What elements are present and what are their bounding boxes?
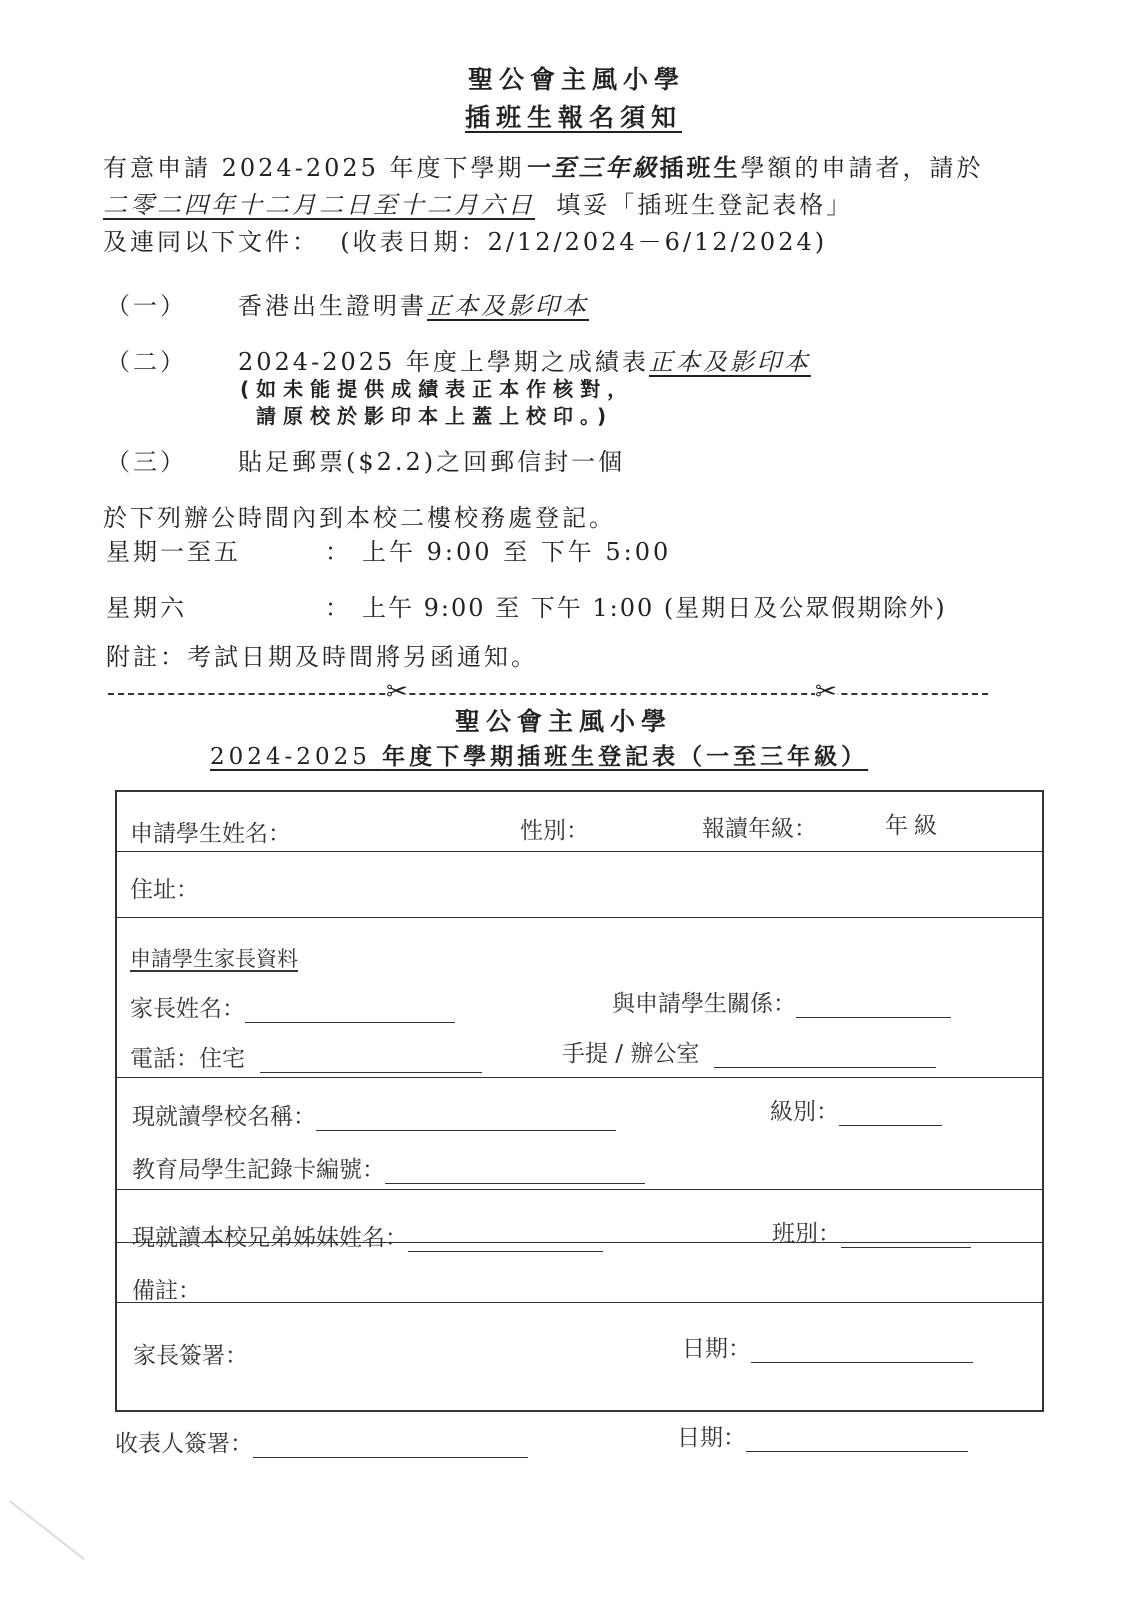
item-3-num: （三） — [106, 448, 187, 476]
intro-docs: 及連同以下文件： — [103, 228, 319, 256]
intro-post: 學額的申請者，請於 — [740, 154, 984, 182]
office-intro: 於下列辦公時間內到本校二樓校務處登記。 — [103, 504, 616, 532]
intro-line-3 — [103, 222, 827, 257]
phone-mobile-field — [562, 1035, 936, 1068]
item-2-text: 2024-2025 年度上學期之成績表 — [238, 348, 649, 376]
item-1-num: （一） — [106, 292, 187, 320]
remark: 附註：考試日期及時間將另函通知。 — [106, 643, 538, 671]
relationship-blank[interactable] — [796, 995, 951, 1018]
parent-signature-label: 家長簽署： — [133, 1343, 248, 1369]
item-2-note-2: 請原校於影印本上蓋上校印。) — [256, 404, 614, 428]
class-level-field — [770, 1093, 942, 1126]
address-label: 住址： — [130, 877, 199, 903]
intro-line-2 — [103, 185, 853, 220]
grade-unit-label: 年級 — [885, 813, 943, 839]
phone-home-field — [130, 1040, 482, 1073]
parent-name-field — [130, 990, 455, 1023]
gender-label: 性別： — [520, 818, 589, 844]
phone-mobile-blank[interactable] — [714, 1045, 936, 1068]
scissors-icon: ✂ — [815, 677, 837, 707]
phone-mobile-label: 手提 / 辦公室 — [562, 1041, 700, 1067]
receiver-date-field — [677, 1419, 968, 1452]
hours-2-day: 星期六 — [106, 594, 187, 622]
class-level-label: 級別： — [770, 1099, 839, 1125]
item-2-emph: 正本及影印本 — [648, 348, 811, 376]
parent-name-label: 家長姓名： — [130, 996, 245, 1022]
current-school-field — [132, 1098, 616, 1131]
sibling-class-blank[interactable] — [841, 1225, 971, 1248]
sibling-name-blank[interactable] — [408, 1229, 603, 1252]
hours-2-colon: ： — [325, 594, 352, 622]
form-date-label: 日期： — [682, 1336, 751, 1362]
form-date-field — [682, 1330, 973, 1363]
form-divider — [115, 851, 1044, 852]
notice-title: 插班生報名須知 — [465, 103, 683, 132]
form-date-blank[interactable] — [751, 1340, 973, 1363]
hours-1-day: 星期一至五 — [106, 538, 241, 566]
remarks-label: 備註： — [132, 1278, 201, 1304]
receiver-date-label: 日期： — [677, 1425, 746, 1451]
current-school-label: 現就讀學校名稱： — [132, 1104, 316, 1130]
item-1-text: 香港出生證明書 — [238, 292, 427, 320]
phone-home-label: 電話：住宅 — [130, 1046, 245, 1072]
sibling-class-field — [772, 1215, 971, 1248]
item-1-emph: 正本及影印本 — [427, 292, 589, 320]
scan-mark — [9, 1500, 85, 1560]
form-divider — [115, 917, 1044, 918]
sibling-name-label: 現就讀本校兄弟姊妹姓名： — [132, 1225, 408, 1251]
parent-name-blank[interactable] — [245, 1000, 455, 1023]
form-school-name: 聖公會主風小學 — [455, 707, 673, 736]
item-2-note-1: (如未能提供成績表正本作核對， — [240, 377, 635, 401]
form-divider — [115, 1077, 1044, 1078]
intro-pre: 有意申請 2024-2025 年度下學期 — [103, 154, 525, 182]
sibling-name-field — [132, 1219, 603, 1252]
receiver-signature-blank[interactable] — [253, 1435, 528, 1458]
edb-number-field — [132, 1151, 645, 1184]
student-name-label: 申請學生姓名： — [130, 821, 291, 847]
item-2 — [238, 342, 811, 377]
form-title — [210, 738, 868, 771]
hours-1-time: 上午 9:00 至 下午 5:00 — [362, 538, 672, 566]
edb-number-blank[interactable] — [385, 1161, 645, 1184]
intro-fill: 填妥「插班生登記表格」 — [556, 191, 854, 219]
scissors-icon: ✂ — [386, 677, 408, 707]
receiver-signature-label: 收表人簽署： — [115, 1431, 253, 1457]
relationship-label: 與申請學生關係： — [612, 991, 796, 1017]
grade-applied-label: 報讀年級： — [702, 816, 817, 842]
current-school-blank[interactable] — [316, 1108, 616, 1131]
hours-1-colon: ： — [325, 538, 352, 566]
intro-grades: 一至三年級 — [524, 153, 660, 182]
phone-home-blank[interactable] — [260, 1050, 482, 1073]
item-1 — [238, 286, 589, 321]
intro-period: (收表日期：2/12/2024－6/12/2024) — [340, 228, 828, 256]
hours-2-time: 上午 9:00 至 下午 1:00 (星期日及公眾假期除外) — [362, 594, 947, 622]
intro-line-1 — [103, 148, 984, 183]
class-level-blank[interactable] — [839, 1103, 942, 1126]
intro-dates: 二零二四年十二月二日至十二月六日 — [103, 191, 535, 219]
edb-number-label: 教育局學生記錄卡編號： — [132, 1157, 385, 1183]
item-2-num: （二） — [106, 348, 187, 376]
item-3-text: 貼足郵票($2.2)之回郵信封一個 — [238, 448, 626, 476]
relationship-field — [612, 985, 951, 1018]
notice-school-name: 聖公會主風小學 — [468, 65, 686, 94]
sibling-class-label: 班別： — [772, 1221, 841, 1247]
form-title-rest: 年度下學期插班生登記表（一至三年級） — [382, 744, 869, 770]
form-title-year: 2024-2025 — [210, 744, 371, 770]
cut-line — [108, 693, 988, 695]
receiver-signature-field — [115, 1425, 528, 1458]
receiver-date-blank[interactable] — [746, 1429, 968, 1452]
intro-transfer: 插班生 — [659, 153, 741, 182]
parent-section-label: 申請學生家長資料 — [130, 947, 298, 971]
form-divider — [115, 1189, 1044, 1190]
form-divider — [115, 1302, 1044, 1303]
